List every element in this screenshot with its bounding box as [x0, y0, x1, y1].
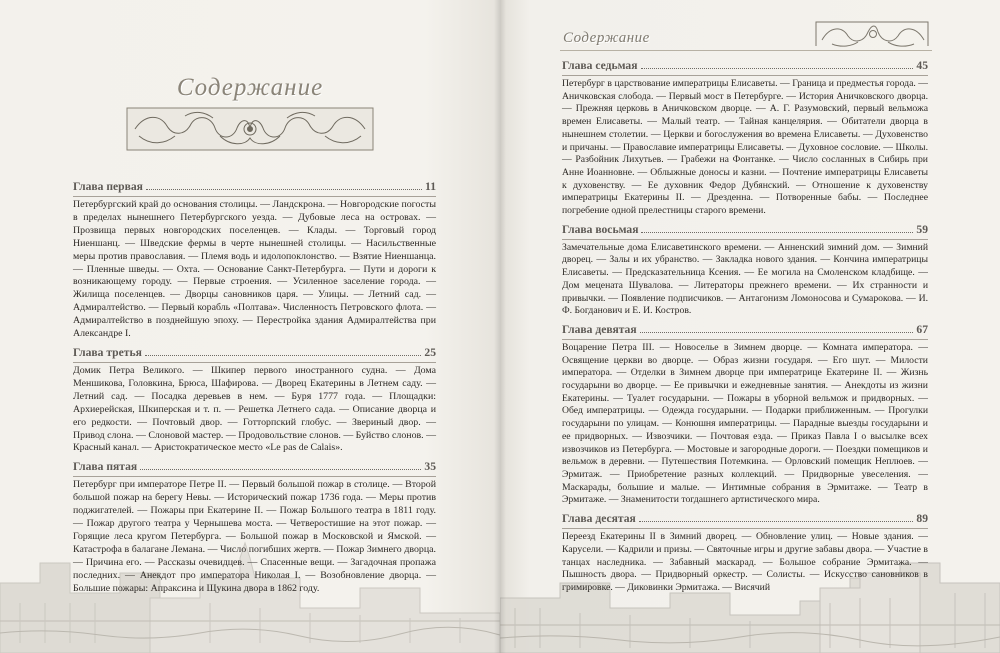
toc-chapter	[73, 178, 436, 341]
chapter-title: Глава первая	[73, 180, 143, 193]
heading-rule	[73, 196, 436, 197]
right-contents-column	[562, 57, 928, 598]
chapter-heading[interactable]	[562, 510, 928, 527]
chapter-title: Глава девятая	[562, 322, 637, 336]
heading-rule	[562, 528, 928, 529]
dot-leader	[641, 68, 914, 69]
toc-chapter	[562, 221, 928, 318]
heading-rule	[73, 476, 436, 477]
chapter-title: Глава пятая	[73, 460, 138, 474]
chapter-heading[interactable]	[562, 221, 928, 238]
running-head: Содержание	[563, 30, 650, 46]
chapter-summary: Петербург в царствование императрицы Елисаветы. — Граница и предместья города. — Аничковская слобода. — Первый мост в Петербурге. — История Аничковского дворца. — Прежняя церковь в Аничковском дворце. — А. Г. Разумовский, первый вельможа времен Елисаветы. — Малый театр. — Тайная канцелярия. — Обитатели дворца в нынешнем столетии. — Церкви и богослужения во времена Елисаветы. — Духовенство и причаны. — Православие императрицы Елисаветы. — Духовное сословие. — Школы. — Разбойник Лихутьев. — Грабежи на Фонтанке. — Число сосланных в Сибирь при Анне Иоанновне. — Облыжные доносы и казни. — Почтение императрицы Елисаветы к духовенству. — Ее духовник Федор Дубянский. — Отношение к духовенству императрицы Екатерины II. — Дрезденна. — Потворенные бабы. — Последнее погребение одной прелестницы старого времени.	[562, 78, 928, 217]
page-number: 35	[424, 460, 436, 474]
chapter-summary: Воцарение Петра III. — Новоселье в Зимнем дворце. — Комната императора. — Освящение церкви во дворце. — Образ жизни государя. — Его шут. — Милости императора. — Отделки в Зимнем дворце при императрице Екатерине II. — Жизнь государыни во дворце. — Ее привычки и ежедневные занятия. — Анекдоты из жизни Екатерины. — Туалет государыни. — Пожары в уборной вельмож и придворных. — Обед императрицы. — Одежда государыни. — Подарки приближенным. — Прогулки государыни по улицам. — Конюшня императрицы. — Парадные выезды государыни и ее придворных. — Извозчики. — Почтовая езда. — Приказ Павла I о высылке всех извозчиков из Петербурга. — Мостовые и загородные дороги. — Поездки помещиков и вельмож в деревни. — Путешествия Потемкина. — Орловский помещик Неплюев. — Эрмитаж. — Приобретение разных коллекций. — Придворные увеселения. — Маскарады, большие и малые. — Интимные собрания в Эрмитаже. — Театр в Эрмитаже. — Знаменитости тогдашнего артистического мира.	[562, 341, 928, 506]
page-number: 67	[916, 322, 928, 336]
heading-rule	[73, 362, 436, 363]
toc-chapter	[562, 57, 928, 218]
contents-title: Содержание	[176, 74, 324, 101]
chapter-summary: Переезд Екатерины II в Зимний дворец. — Обновление улиц. — Новые здания. — Карусели. — Кадрили и призы. — Святочные игры и другие забавы двора. — Участие в танцах наследника. — Забавный маскарад. — Большое собрание Эрмитажа. — Пышность двора. — Придворный оркестр. — Солисты. — Искусство сановников в гримировке. — Диковинки Эрмитажа. — Висячий	[562, 531, 928, 593]
chapter-summary: Петербургский край до основания столицы. — Ландскрона. — Новгородские погосты в пределах нынешнего Петербургского уезда. — Дубовые леса на островах. — Прозвища первых новгородских поселенцев. — Клады. — Торговый город Ниеншанц. — Шведские фермы в черте нынешней столицы. — Насильственные меры против православия. — Племя водь и идолопоклонство. — Взятие Ниеншанца. — Пленные шведы. — Охта. — Основание Санкт-Петербурга. — Пути и дороги к возникающему городу. — Первые строения. — Усиленное заселение города. — Жилища поселенцев. — Дворцы сановников царя. — Улицы. — Летний сад. — Адмиралтейство. — Первый корабль «Полтава». Численность Петровского флота. — Адмиралтейство в позднейшую эпоху. — Перестройка здания Адмиралтейства при Александре I.	[73, 199, 436, 340]
dot-leader	[145, 355, 422, 356]
chapter-heading[interactable]	[562, 57, 928, 74]
heading-rule	[562, 339, 928, 340]
page-number: 89	[916, 512, 928, 526]
dot-leader	[639, 521, 914, 522]
chapter-summary: Замечательные дома Елисаветинского времени. — Анненский зимний дом. — Зимний дворец. — Залы и их убранство. — Закладка нового здания. — Кончина императрицы Елисаветы. — Предсказательница Ксения. — Ее могила на Смоленском кладбище. — Дом мецената Шувалова. — Литераторы прежнего времени. — Их странности и привычки. — Появление подписчиков. — Антагонизм Ломоносова и Сумарокова. — И. Ф. Богданович и Е. И. Костров.	[562, 241, 928, 317]
chapter-heading[interactable]	[562, 321, 928, 338]
chapter-summary: Домик Петра Великого. — Шкипер первого иностранного судна. — Дома Меншикова, Головкина, Брюса, Шафирова. — Дворец Екатерины в Летнем саду. — Летний сад. — Посадка деревьев в нем. — Буря 1777 года. — Площадки: Архиерейская, Шкиперская и т. п. — Решетка Летнего сада. — Описание дворца и его редкости. — Почтовый двор. — Готторпский глобус. — Звериный двор. — Привод слона. — Слоновой мастер. — Продовольствие слонов. — Буйство слонов. — Красный канал. — Аристократическое место «Le pas de Calais».	[73, 364, 436, 454]
chapter-summary: Петербург при императоре Петре II. — Первый большой пожар в столице. — Второй большой пожар на берегу Невы. — Исторический пожар 1736 года. — Меры против поджигателей. — Пожары при Екатерине II. — Пожар Большого театра в 1811 году. — Пожар другого театра у Чернышева моста. — Четверостишие на этот пожар. — Горящие леса кругом Петербурга. — Большой пожар в Московской и Ямской. — Катастрофа в балагане Лемана. — Число погибших жертв. — Пожар Зимнего дворца. — Причина его. — Рассказы очевидцев. — Спасенные вещи. — Загадочная пропажа последних. — Анекдот про императора Николая I. — Возобновление дворца. — Большие пожары: Апраксина и Щукина двора в 1862 году.	[73, 479, 436, 594]
toc-chapter	[562, 510, 928, 595]
chapter-title: Глава седьмая	[562, 59, 638, 72]
toc-chapter	[562, 321, 928, 507]
chapter-heading[interactable]	[73, 458, 436, 475]
title-ornament	[125, 106, 375, 152]
page-number: 25	[424, 345, 436, 359]
heading-rule	[562, 75, 928, 76]
dot-leader	[641, 232, 913, 233]
chapter-title: Глава десятая	[562, 512, 636, 526]
chapter-title: Глава восьмая	[562, 222, 639, 236]
left-contents-column	[73, 178, 436, 599]
chapter-title: Глава третья	[73, 345, 142, 359]
page-number: 59	[916, 222, 928, 236]
page-number: 45	[916, 59, 928, 72]
dot-leader	[146, 189, 422, 190]
chapter-heading[interactable]	[73, 344, 436, 361]
running-head-rule	[560, 50, 932, 51]
dot-leader	[640, 332, 914, 333]
chapter-heading[interactable]	[73, 178, 436, 195]
dot-leader	[140, 469, 421, 470]
toc-chapter	[73, 344, 436, 455]
heading-rule	[562, 239, 928, 240]
toc-chapter	[73, 458, 436, 595]
book-gutter	[494, 0, 506, 653]
corner-ornament	[812, 16, 932, 50]
page-number: 11	[425, 180, 436, 193]
